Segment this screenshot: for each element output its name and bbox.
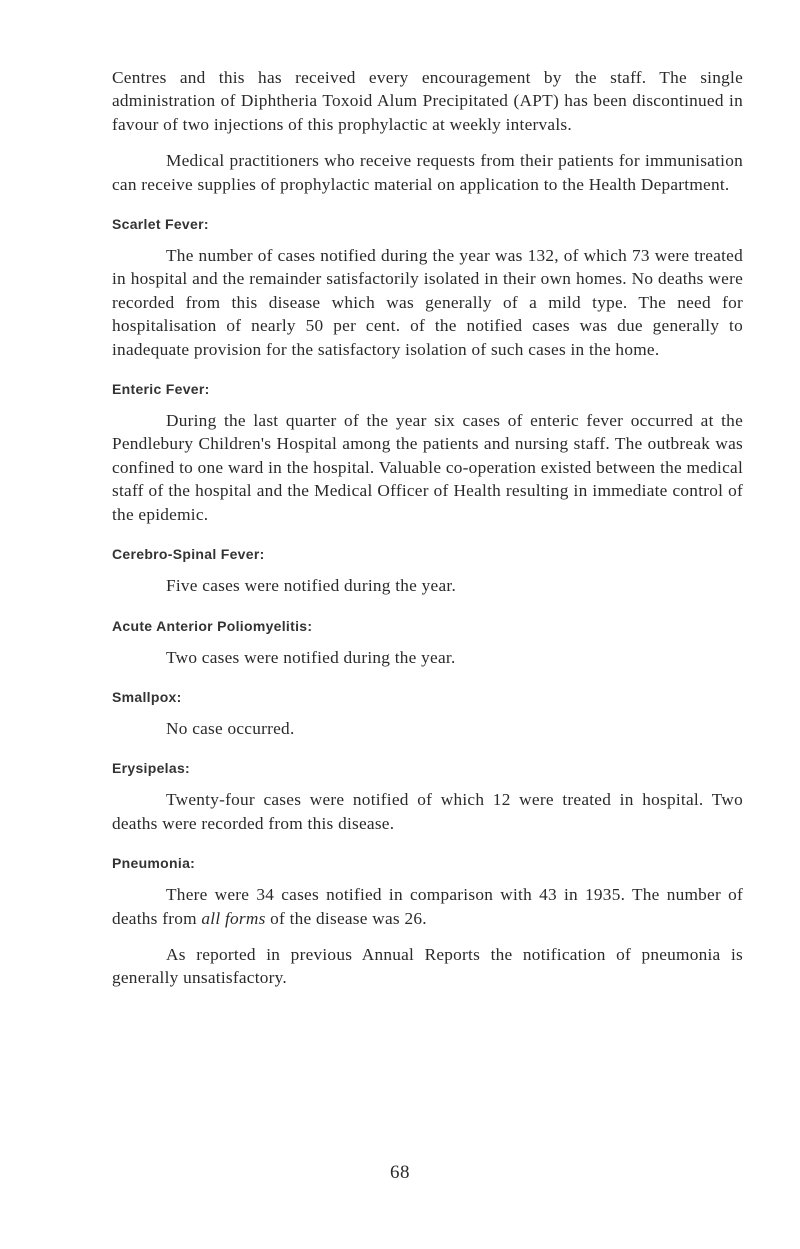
pneumonia-italic-text: all forms bbox=[201, 908, 266, 928]
erysipelas-paragraph: Twenty-four cases were notified of which 12 were treated in hospital. Two deaths were recorded from this disease. bbox=[112, 790, 743, 833]
poliomyelitis-paragraph: Two cases were notified during the year. bbox=[166, 647, 456, 667]
smallpox-heading: Smallpox: bbox=[112, 688, 182, 705]
pneumonia-heading: Pneumonia: bbox=[112, 855, 196, 872]
enteric-fever-heading: Enteric Fever: bbox=[112, 381, 210, 398]
erysipelas-heading: Erysipelas: bbox=[112, 760, 191, 777]
intro-paragraph-1: Centres and this has received every encouragement by the staff. The single administration of Diphtheria Toxoid Alum Precipitated (APT) has been discontinued in favour of two injections of this prophylactic at weekly intervals. bbox=[112, 68, 743, 134]
poliomyelitis-heading: Acute Anterior Poliomyelitis: bbox=[112, 617, 313, 634]
pneumonia-paragraph-1 bbox=[112, 883, 743, 930]
intro-paragraph-2: Medical practitioners who receive requests from their patients for immunisation can receive supplies of prophylactic material on application to the Health Department. bbox=[112, 151, 743, 194]
pneumonia-text-end: of the disease was 26. bbox=[265, 908, 427, 928]
page-number: 68 bbox=[390, 1162, 410, 1183]
pneumonia-text-start: There were 34 cases notified in comparison with 43 in 1935. The number of deaths from bbox=[112, 885, 743, 928]
scarlet-fever-heading: Scarlet Fever: bbox=[112, 216, 209, 233]
cerebro-spinal-fever-heading: Cerebro-Spinal Fever: bbox=[112, 546, 265, 563]
body-text-column bbox=[112, 66, 743, 990]
enteric-fever-paragraph: During the last quarter of the year six cases of enteric fever occurred at the Pendlebury Children's Hospital among the patients and nursing staff. The outbreak was confined to one ward in the hospital. Valuable co-operation existed between the medical staff of the hospital and the Medical Officer of Health resulting in immediate control of the epidemic. bbox=[112, 411, 743, 524]
cerebro-spinal-fever-paragraph: Five cases were notified during the year. bbox=[166, 576, 457, 596]
pneumonia-paragraph-2: As reported in previous Annual Reports the notification of pneumonia is generally unsatisfactory. bbox=[112, 944, 743, 988]
smallpox-paragraph: No case occurred. bbox=[166, 718, 295, 738]
scarlet-fever-paragraph: The number of cases notified during the year was 132, of which 73 were treated in hospital and the remainder satisfactorily isolated in their own homes. No deaths were recorded from this disease which was generally of a mild type. The need for hospitalisation of nearly 50 per cent. of the notified cases was due generally to inadequate provision for the satisfactory isolation of such cases in the home. bbox=[112, 246, 743, 359]
